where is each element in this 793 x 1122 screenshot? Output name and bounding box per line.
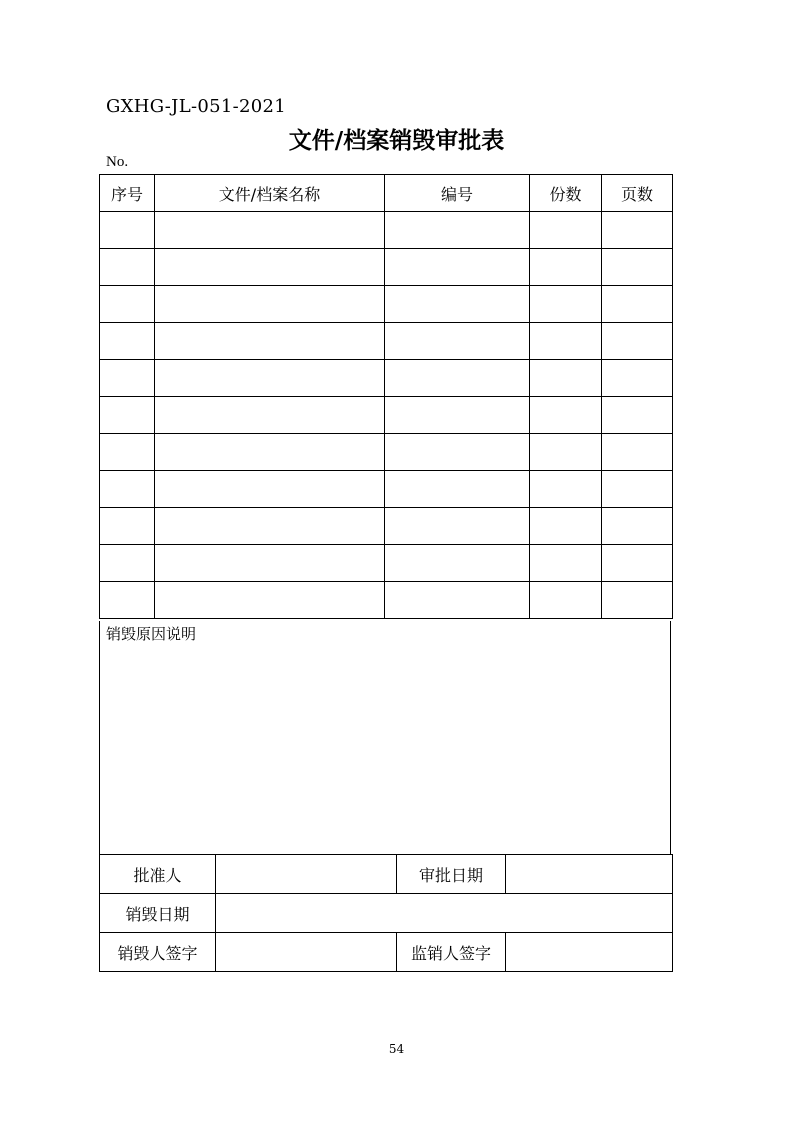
- cell-code[interactable]: [385, 360, 530, 397]
- approver-row: [100, 855, 673, 894]
- cell-pages[interactable]: [602, 434, 673, 471]
- table-row: [100, 249, 673, 286]
- table-row: [100, 323, 673, 360]
- document-code: GXHG-JL-051-2021: [106, 96, 286, 117]
- destruction-reason-label: 销毁原因说明: [106, 625, 197, 643]
- cell-pages[interactable]: [602, 360, 673, 397]
- header-copies: 份数: [530, 175, 602, 212]
- cell-serial[interactable]: [100, 434, 155, 471]
- table-row: [100, 212, 673, 249]
- page-number: 54: [388, 1042, 405, 1056]
- cell-serial[interactable]: [100, 582, 155, 619]
- cell-serial[interactable]: [100, 471, 155, 508]
- destruction-reason-box[interactable]: [99, 621, 671, 854]
- cell-file-name[interactable]: [155, 545, 385, 582]
- cell-file-name[interactable]: [155, 323, 385, 360]
- destruction-date-label: 销毁日期: [100, 894, 216, 933]
- cell-pages[interactable]: [602, 323, 673, 360]
- cell-serial[interactable]: [100, 508, 155, 545]
- cell-file-name[interactable]: [155, 434, 385, 471]
- table-row: [100, 360, 673, 397]
- cell-code[interactable]: [385, 582, 530, 619]
- table-header-row: [100, 175, 673, 212]
- cell-pages[interactable]: [602, 397, 673, 434]
- cell-serial[interactable]: [100, 545, 155, 582]
- cell-serial[interactable]: [100, 212, 155, 249]
- destruction-date-row: [100, 894, 673, 933]
- table-row: [100, 545, 673, 582]
- cell-code[interactable]: [385, 323, 530, 360]
- cell-copies[interactable]: [530, 360, 602, 397]
- approval-date-field[interactable]: [506, 855, 673, 894]
- cell-pages[interactable]: [602, 286, 673, 323]
- cell-copies[interactable]: [530, 397, 602, 434]
- cell-serial[interactable]: [100, 249, 155, 286]
- table-row: [100, 434, 673, 471]
- cell-file-name[interactable]: [155, 249, 385, 286]
- header-code: 编号: [385, 175, 530, 212]
- approval-date-label: 审批日期: [397, 855, 506, 894]
- document-number-label: No.: [106, 154, 129, 170]
- cell-code[interactable]: [385, 545, 530, 582]
- cell-copies[interactable]: [530, 323, 602, 360]
- supervisor-signature-label: 监销人签字: [397, 933, 506, 972]
- table-row: [100, 508, 673, 545]
- cell-code[interactable]: [385, 249, 530, 286]
- cell-copies[interactable]: [530, 286, 602, 323]
- cell-code[interactable]: [385, 212, 530, 249]
- cell-copies[interactable]: [530, 582, 602, 619]
- table-row: [100, 471, 673, 508]
- table-row: [100, 397, 673, 434]
- cell-copies[interactable]: [530, 508, 602, 545]
- cell-serial[interactable]: [100, 397, 155, 434]
- cell-file-name[interactable]: [155, 471, 385, 508]
- cell-pages[interactable]: [602, 508, 673, 545]
- header-pages: 页数: [602, 175, 673, 212]
- destroyer-signature-field[interactable]: [216, 933, 397, 972]
- cell-file-name[interactable]: [155, 582, 385, 619]
- header-file-name: 文件/档案名称: [155, 175, 385, 212]
- cell-copies[interactable]: [530, 471, 602, 508]
- cell-file-name[interactable]: [155, 212, 385, 249]
- approver-field[interactable]: [216, 855, 397, 894]
- cell-code[interactable]: [385, 434, 530, 471]
- cell-copies[interactable]: [530, 545, 602, 582]
- cell-file-name[interactable]: [155, 286, 385, 323]
- destruction-date-field[interactable]: [216, 894, 673, 933]
- cell-copies[interactable]: [530, 249, 602, 286]
- cell-pages[interactable]: [602, 212, 673, 249]
- cell-code[interactable]: [385, 397, 530, 434]
- cell-pages[interactable]: [602, 249, 673, 286]
- signature-row: [100, 933, 673, 972]
- header-serial: 序号: [100, 175, 155, 212]
- cell-serial[interactable]: [100, 286, 155, 323]
- cell-file-name[interactable]: [155, 508, 385, 545]
- file-list-table: [99, 174, 673, 619]
- table-row: [100, 582, 673, 619]
- cell-pages[interactable]: [602, 545, 673, 582]
- supervisor-signature-field[interactable]: [506, 933, 673, 972]
- table-row: [100, 286, 673, 323]
- cell-copies[interactable]: [530, 212, 602, 249]
- cell-code[interactable]: [385, 286, 530, 323]
- cell-serial[interactable]: [100, 323, 155, 360]
- cell-code[interactable]: [385, 471, 530, 508]
- approver-label: 批准人: [100, 855, 216, 894]
- cell-serial[interactable]: [100, 360, 155, 397]
- cell-pages[interactable]: [602, 471, 673, 508]
- destroyer-signature-label: 销毁人签字: [100, 933, 216, 972]
- document-title: 文件/档案销毁审批表: [288, 127, 505, 154]
- approval-table: [99, 854, 673, 972]
- cell-code[interactable]: [385, 508, 530, 545]
- cell-file-name[interactable]: [155, 397, 385, 434]
- cell-file-name[interactable]: [155, 360, 385, 397]
- cell-pages[interactable]: [602, 582, 673, 619]
- cell-copies[interactable]: [530, 434, 602, 471]
